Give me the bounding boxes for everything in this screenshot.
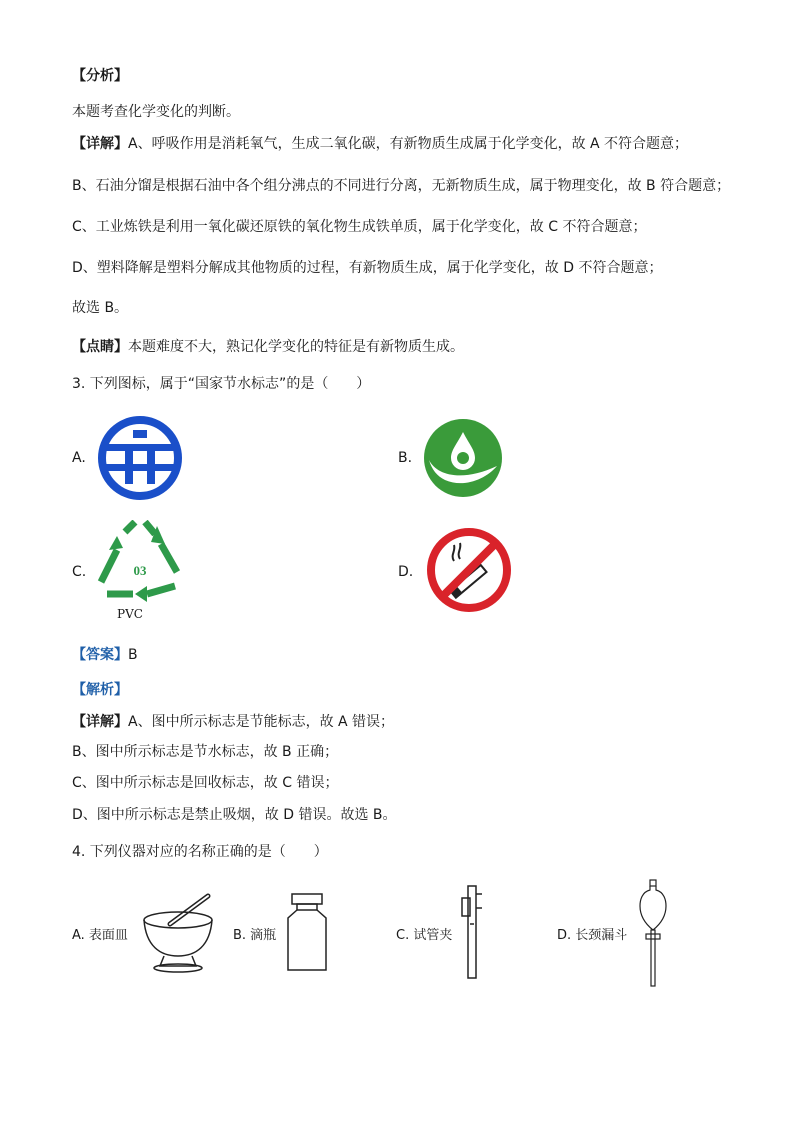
detail-b: B、石油分馏是根据石油中各个组分沸点的不同进行分离，无新物质生成，属于物理变化，故 B 符合题意； <box>72 178 731 194</box>
q4-stem: 4. 下列仪器对应的名称正确的是（ ） <box>72 844 328 860</box>
mortar-and-pestle-icon <box>140 890 220 976</box>
q3-option-d-label: D. <box>398 564 414 580</box>
q3-option-a-label: A. <box>72 450 86 466</box>
q3-detail-d: D、图中所示标志是禁止吸烟，故 D 错误。故选 B。 <box>72 807 397 823</box>
answer-tag: 【答案】 <box>72 647 128 663</box>
q4-option-b-label: B. 滴瓶 <box>233 928 277 943</box>
comment-line <box>72 337 464 357</box>
q3-detail-tag: 【详解】 <box>72 714 128 730</box>
detail-d: D、塑料降解是塑料分解成其他物质的过程，有新物质生成，属于化学变化，故 D 不符合题意； <box>72 260 663 276</box>
test-tube-holder-icon <box>460 884 484 980</box>
q4-option-c-label: C. 试管夹 <box>396 928 453 943</box>
q3-detail-b: B、图中所示标志是节水标志，故 B 正确； <box>72 744 339 760</box>
analysis-header: 【分析】 <box>72 68 128 84</box>
no-smoking-logo-icon <box>426 527 512 613</box>
detail-a: A、呼吸作用是消耗氧气，生成二氧化碳，有新物质生成属于化学变化，故 A 不符合题意； <box>128 136 689 152</box>
q3-detail-a: A、图中所示标志是节能标志，故 A 错误； <box>128 714 395 730</box>
recycle-logo-icon <box>95 520 185 602</box>
q4-option-a-label: A. 表面皿 <box>72 928 128 943</box>
detail-c: C、工业炼铁是利用一氧化碳还原铁的氧化物生成铁单质，属于化学变化，故 C 不符合题意； <box>72 219 647 235</box>
water-saving-logo-icon <box>423 418 503 498</box>
parse-tag: 【解析】 <box>72 682 128 698</box>
separatory-funnel-icon <box>638 878 668 988</box>
q3-option-b-label: B. <box>398 450 413 466</box>
comment-text: 本题难度不大，熟记化学变化的特征是有新物质生成。 <box>128 339 464 355</box>
analysis-intro: 本题考查化学变化的判断。 <box>72 104 240 120</box>
energy-saving-logo-icon <box>98 416 182 500</box>
q4-option-d-label: D. 长颈漏斗 <box>557 928 628 943</box>
q3-option-c-label: C. <box>72 564 87 580</box>
pvc-code: 03 <box>133 563 147 578</box>
detail-a-line <box>72 134 688 154</box>
comment-tag: 【点睛】 <box>72 339 128 355</box>
q3-answer-line <box>72 645 138 665</box>
pvc-text: PVC <box>117 607 143 621</box>
q3-stem: 3. 下列图标，属于“国家节水标志”的是（ ） <box>72 376 371 392</box>
answer-value: B <box>128 647 138 663</box>
q3-detail-a-line <box>72 712 394 732</box>
reagent-bottle-icon <box>284 892 330 974</box>
q3-detail-c: C、图中所示标志是回收标志，故 C 错误； <box>72 775 339 791</box>
choice-line: 故选 B。 <box>72 300 129 316</box>
detail-tag: 【详解】 <box>72 136 128 152</box>
